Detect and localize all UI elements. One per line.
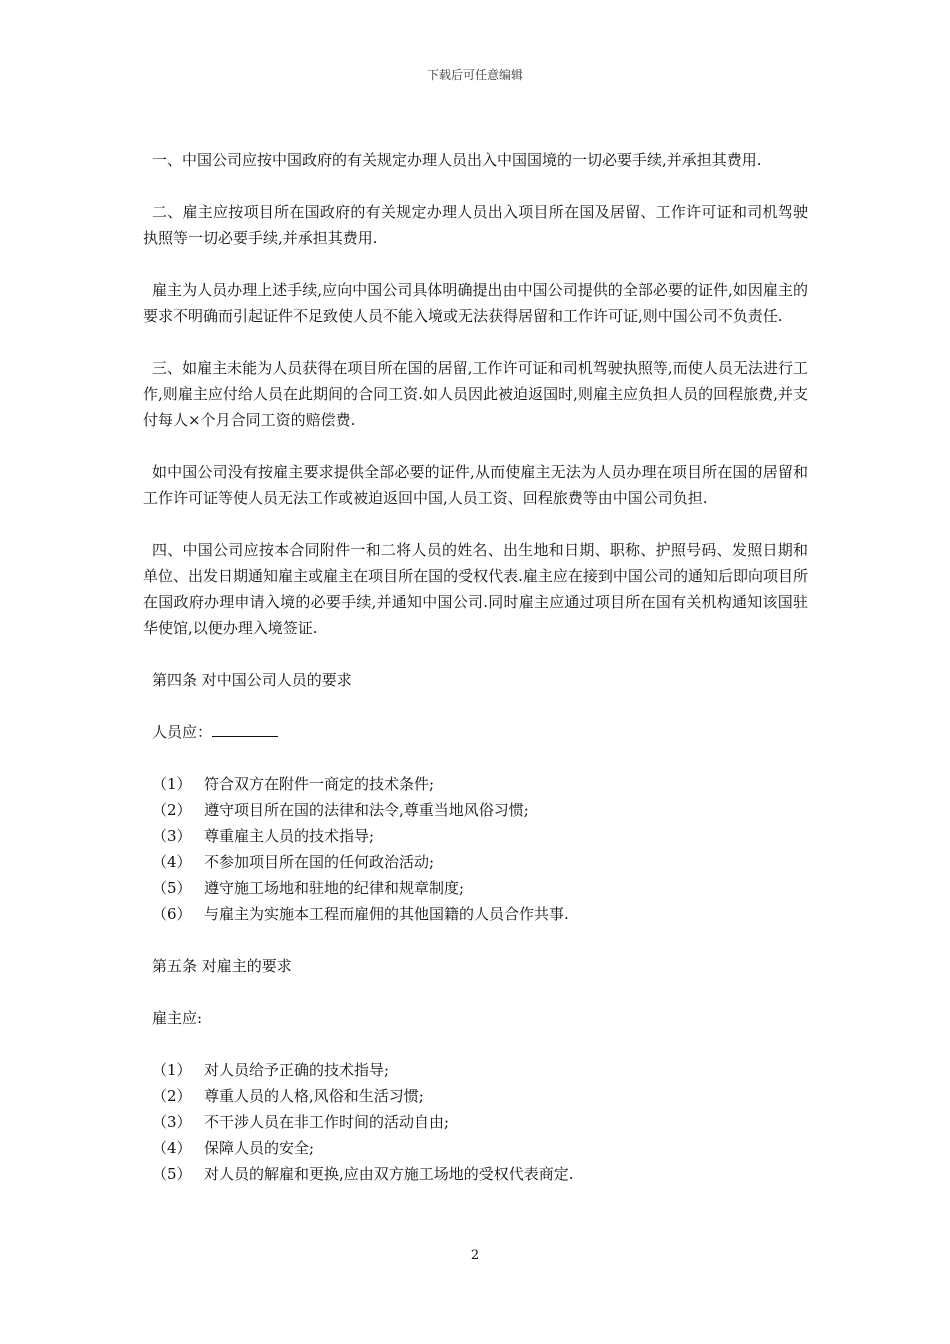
list-item: （4） 保障人员的安全; <box>152 1139 315 1157</box>
paragraph-2: 二、雇主应按项目所在国政府的有关规定办理人员出入项目所在国及居留、工作许可证和司机驾驶执照等一切必要手续,并承担其费用. <box>143 203 808 247</box>
article-4-intro: 人员应： <box>152 723 213 741</box>
list-item: （2） 尊重人员的人格,风俗和生活习惯; <box>152 1087 424 1105</box>
article-4-title: 第四条 对中国公司人员的要求 <box>152 671 352 689</box>
list-item: （1） 符合双方在附件一商定的技术条件; <box>152 775 435 793</box>
paragraph-5: 如中国公司没有按雇主要求提供全部必要的证件,从而使雇主无法为人员办理在项目所在国的居留和工作许可证等使人员无法工作或被迫返回中国,人员工资、回程旅费等由中国公司负担. <box>143 463 808 507</box>
document-body <box>143 147 808 1213</box>
list-item: （5） 遵守施工场地和驻地的纪律和规章制度; <box>152 879 465 897</box>
paragraph-1: 一、中国公司应按中国政府的有关规定办理人员出入中国国境的一切必要手续,并承担其费用. <box>152 151 762 169</box>
article-5-title: 第五条 对雇主的要求 <box>152 957 292 975</box>
list-item: （3） 尊重雇主人员的技术指导; <box>152 827 375 845</box>
paragraph-6: 四、中国公司应按本合同附件一和二将人员的姓名、出生地和日期、职称、护照号码、发照日期和单位、出发日期通知雇主或雇主在项目所在国的受权代表.雇主应在接到中国公司的通知后即向项目所在国政府办理申请入境的必要手续,并通知中国公司.同时雇主应通过项目所在国有关机构通知该国驻华使馆,以便办理入境签证. <box>143 541 808 637</box>
paragraph-4: 三、如雇主未能为人员获得在项目所在国的居留,工作许可证和司机驾驶执照等,而使人员无法进行工作,则雇主应付给人员在此期间的合同工资.如人员因此被迫返国时,则雇主应负担人员的回程旅费,并支付每人×个月合同工资的赔偿费. <box>143 359 808 429</box>
paragraph-3: 雇主为人员办理上述手续,应向中国公司具体明确提出由中国公司提供的全部必要的证件,如因雇主的要求不明确而引起证件不足致使人员不能入境或无法获得居留和工作许可证,则中国公司不负责任. <box>143 281 808 325</box>
list-item: （6） 与雇主为实施本工程而雇佣的其他国籍的人员合作共事. <box>152 905 569 923</box>
list-item: （2） 遵守项目所在国的法律和法令,尊重当地风俗习惯; <box>152 801 529 819</box>
article-5-intro: 雇主应: <box>152 1009 203 1027</box>
blank-underline <box>212 721 278 737</box>
list-item: （5） 对人员的解雇和更换,应由双方施工场地的受权代表商定. <box>152 1165 574 1183</box>
page-number: 2 <box>470 1248 480 1263</box>
article-4-intro-line <box>143 719 808 745</box>
list-item: （4） 不参加项目所在国的任何政治活动; <box>152 853 435 871</box>
list-item: （1） 对人员给予正确的技术指导; <box>152 1061 390 1079</box>
list-item: （3） 不干涉人员在非工作时间的活动自由; <box>152 1113 450 1131</box>
page-header: 下载后可任意编辑 <box>426 68 523 82</box>
article-4-list <box>143 771 808 927</box>
article-5-list <box>143 1057 808 1187</box>
